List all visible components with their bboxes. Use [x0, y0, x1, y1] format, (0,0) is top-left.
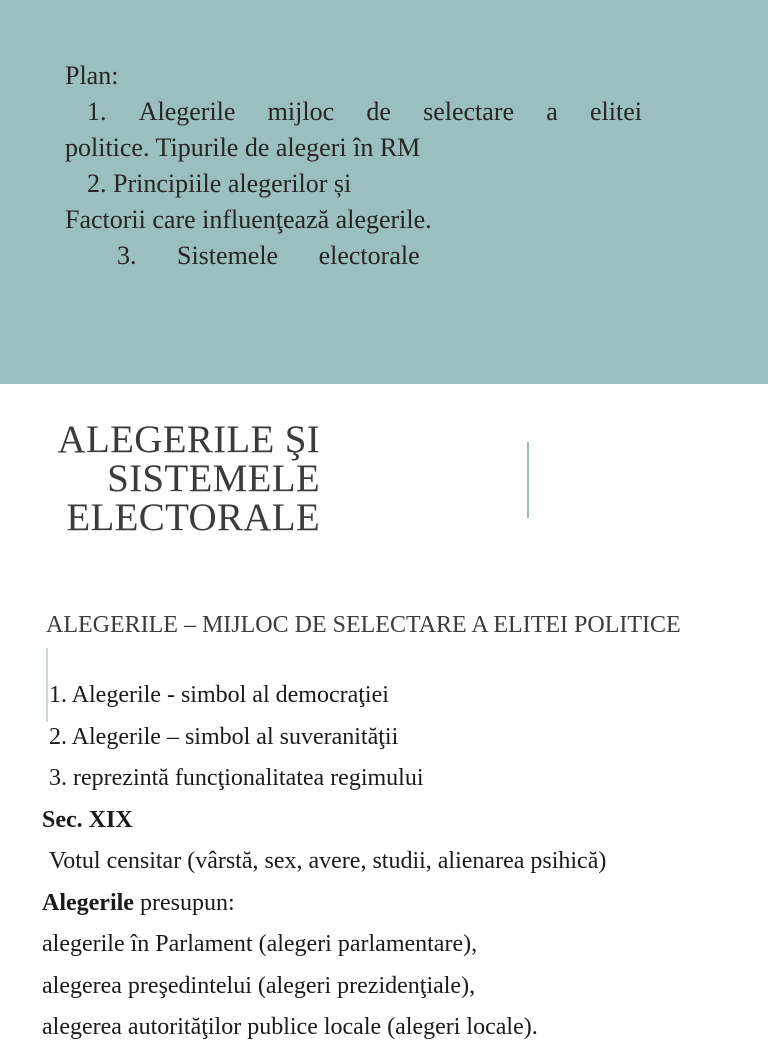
century-label: Sec. XIX	[42, 806, 133, 833]
list-item: 3. reprezintă funcţionalitatea regimului	[49, 765, 424, 791]
plan-item-1-word: selectare	[423, 97, 515, 126]
presupun-rest: presupun:	[133, 889, 235, 916]
vote-text: Votul censitar (vârstă, sex, avere, studii, alienarea psihică)	[49, 848, 607, 874]
presupun-bold: Alegerile	[42, 889, 134, 916]
list-item: alegerea preşedintelui (alegeri prezidenţiale),	[42, 972, 476, 999]
page-title	[0, 420, 320, 537]
plan-heading: Plan:	[65, 61, 119, 90]
plan-item-2-continuation: Factorii care influenţează alegerile.	[65, 205, 432, 234]
list-item: alegerile în Parlament (alegeri parlamentare),	[42, 931, 478, 957]
section-body	[42, 675, 762, 1049]
plan-item-1	[65, 94, 642, 130]
list-item: 2. Alegerile – simbol al suveranităţii	[49, 723, 399, 750]
plan-text-block	[65, 58, 642, 274]
plan-item-1-word: 1.	[87, 97, 107, 126]
plan-item-3: 3. Sistemele electorale	[117, 241, 420, 270]
plan-item-2: 2. Principiile alegerilor și	[87, 169, 352, 198]
title-line-3: ELECTORALE	[66, 496, 320, 539]
list-item: alegerea autorităţilor publice locale (alegeri locale).	[42, 1014, 538, 1040]
presupun-line	[42, 883, 762, 925]
plan-item-1-word: elitei	[590, 97, 642, 126]
plan-item-1-word: a	[546, 97, 558, 126]
plan-slide	[0, 0, 768, 384]
plan-item-1-word: de	[366, 97, 391, 126]
section-heading: ALEGERILE – MIJLOC DE SELECTARE A ELITEI POLITICE	[46, 612, 681, 638]
plan-item-1-continuation: politice. Tipurile de alegeri în RM	[65, 133, 421, 162]
plan-item-1-word: mijloc	[267, 97, 335, 126]
title-line-1: ALEGERILE ŞI	[57, 418, 320, 461]
list-item: 1. Alegerile - simbol al democraţiei	[49, 682, 389, 708]
title-line-2: SISTEMELE	[107, 457, 320, 500]
title-divider	[527, 442, 529, 518]
plan-item-1-word: Alegerile	[138, 97, 236, 126]
